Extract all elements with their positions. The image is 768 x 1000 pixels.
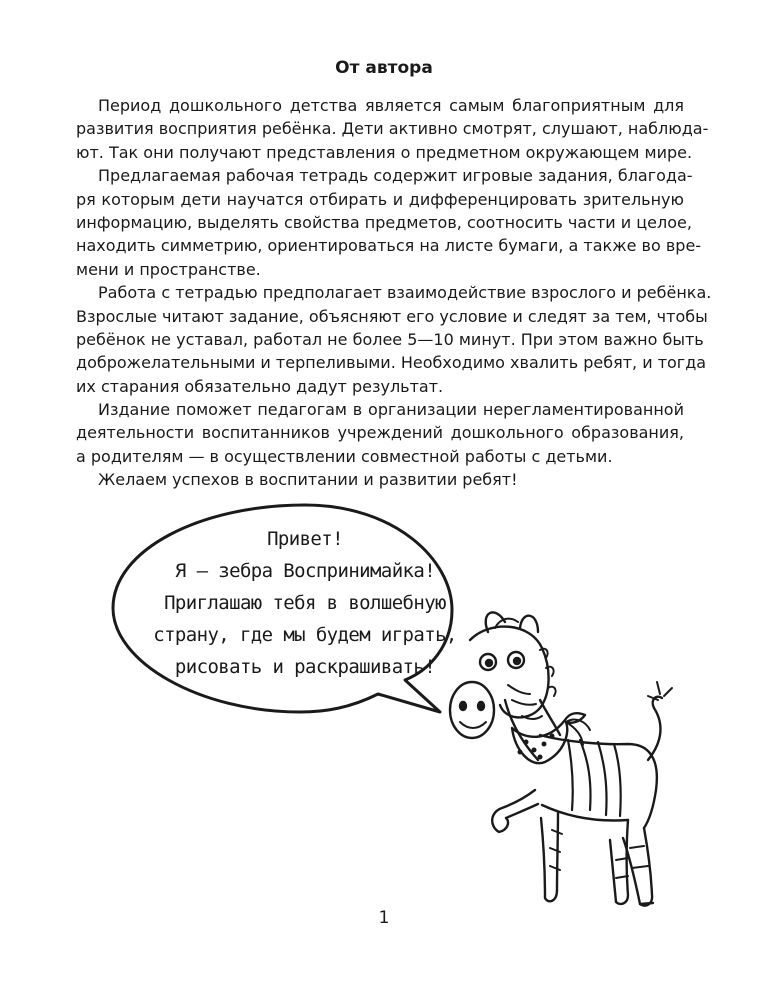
text-line: а родителям — в осуществлении совместной работы с детьми. bbox=[76, 446, 613, 466]
text-line: доброжелательными и терпеливыми. Необходимо хвалить ребят, и тогда bbox=[76, 353, 707, 373]
speech-bubble-text bbox=[140, 523, 470, 683]
text-line: Работа с тетрадью предполагает взаимодействие взрослого и ребёнка. bbox=[98, 283, 712, 303]
text-line: ребёнок не уставал, работал не более 5—10 минут. При этом важно быть bbox=[76, 329, 704, 349]
page-title: От автора bbox=[335, 58, 433, 78]
text-line: ют. Так они получают представления о предметном окружающем мире. bbox=[76, 142, 693, 162]
bubble-line: Привет! bbox=[267, 528, 343, 550]
bubble-line: рисовать и раскрашивать! bbox=[174, 656, 436, 678]
text-line: деятельности воспитанников учреждений дошкольного образования, bbox=[76, 423, 684, 443]
text-line: Издание поможет педагогам в организации нерегламентированной bbox=[98, 400, 684, 420]
text-line: мени и пространстве. bbox=[76, 259, 261, 279]
text-line: находить симметрию, ориентироваться на листе бумаги, а также во вре- bbox=[76, 236, 702, 256]
text-line: Период дошкольного детства является самым благоприятным для bbox=[98, 96, 684, 115]
page-number: 1 bbox=[378, 908, 390, 928]
text-line: ря которым дети научатся отбирать и дифференцировать зрительную bbox=[76, 189, 684, 209]
text-line: Предлагаемая рабочая тетрадь содержит игровые задания, благода- bbox=[98, 166, 693, 186]
text-line: Взрослые читают задание, объясняют его условие и следят за тем, чтобы bbox=[76, 306, 708, 326]
text-line: Желаем успехов в воспитании и развитии ребят! bbox=[98, 470, 518, 490]
bubble-line: Я — зебра Воспринимайка! bbox=[174, 560, 436, 582]
bubble-line: страну, где мы будем играть, bbox=[153, 624, 457, 646]
text-line: информацию, выделять свойства предметов, соотносить части и целое, bbox=[76, 212, 692, 232]
bubble-line: Приглашаю тебя в волшебную bbox=[164, 592, 446, 614]
text-line: их старания обязательно дадут результат. bbox=[76, 376, 444, 396]
zebra-icon bbox=[450, 612, 672, 905]
text-line: развития восприятия ребёнка. Дети активно смотрят, слушают, наблюда- bbox=[76, 119, 709, 139]
